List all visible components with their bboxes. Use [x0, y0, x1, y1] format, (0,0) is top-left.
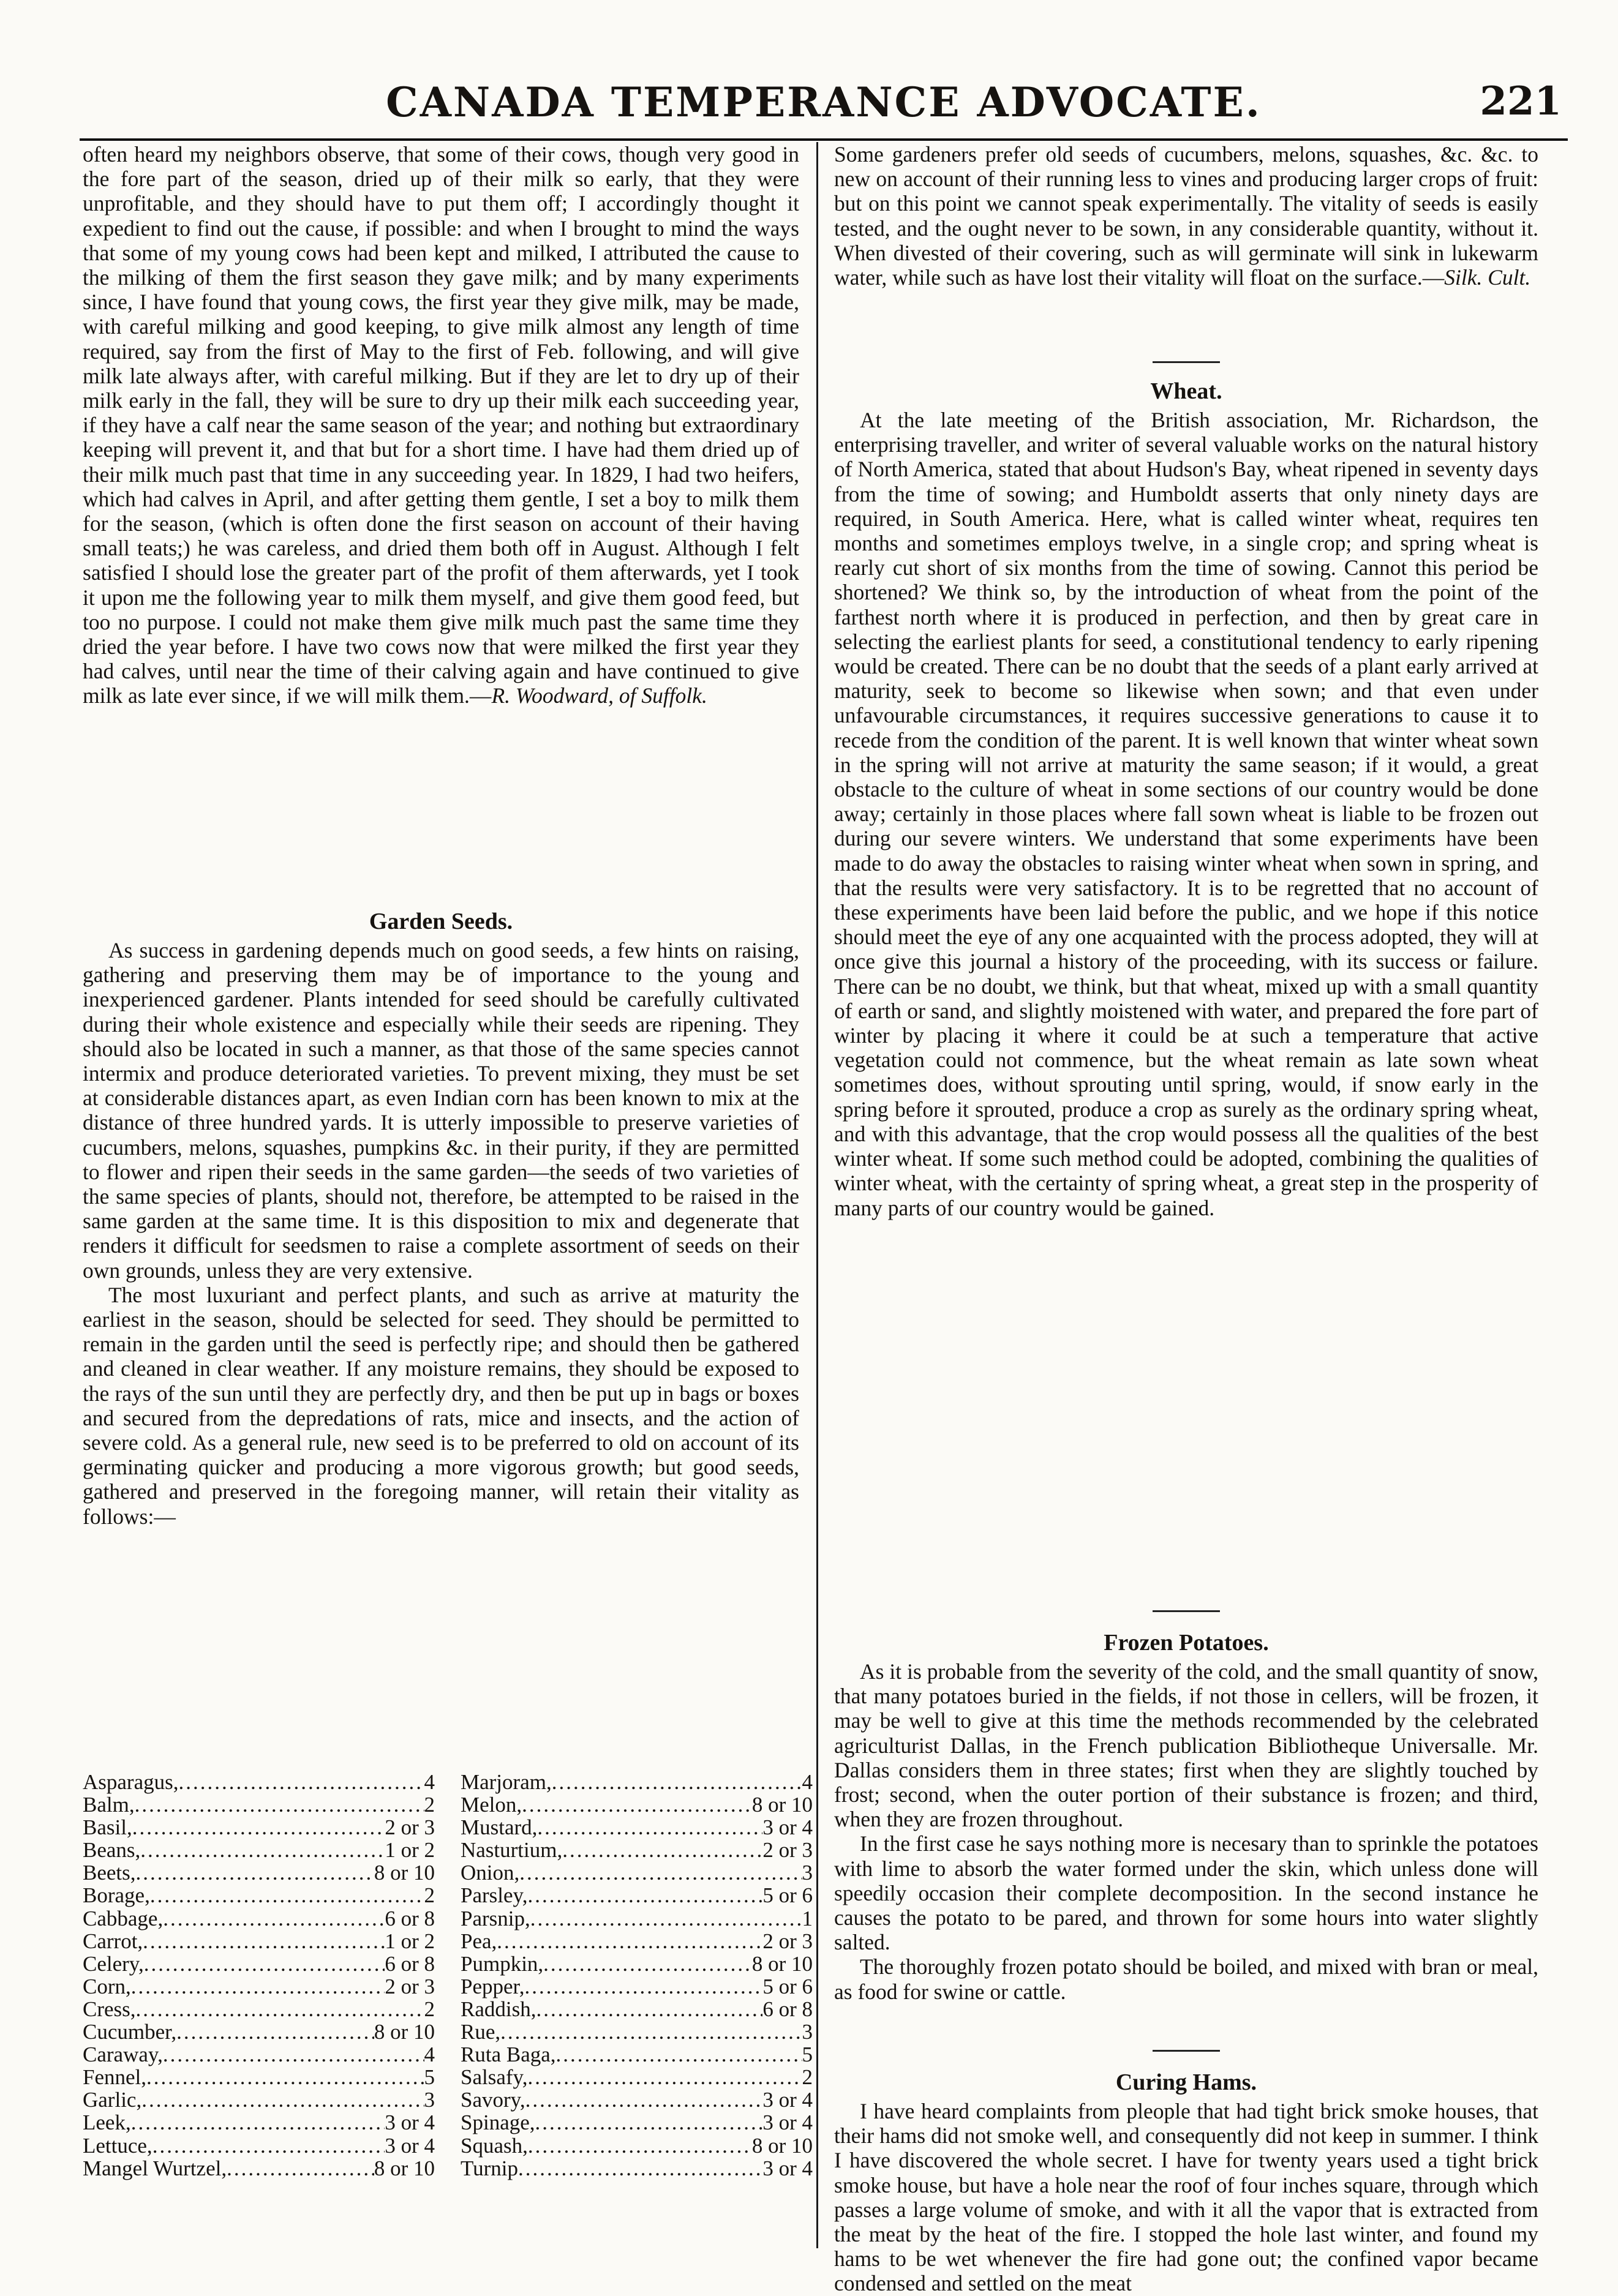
seed-years: 3 or 4 — [762, 2088, 813, 2112]
seed-row — [83, 1884, 435, 1907]
seed-name: Melon, — [461, 1793, 522, 1817]
seed-name: Raddish, — [461, 1997, 536, 2021]
leader-dots — [536, 1998, 762, 2020]
seed-years: 2 — [424, 1997, 435, 2021]
seed-row — [461, 2134, 813, 2157]
seed-name: Pea, — [461, 1929, 497, 1953]
seed-name: Basil, — [83, 1815, 132, 1840]
seed-row — [83, 2111, 435, 2134]
left-column — [83, 142, 813, 2248]
seed-row — [83, 1975, 435, 1998]
section-rule — [1153, 2050, 1220, 2052]
seed-years: 3 or 4 — [762, 1815, 813, 1840]
seed-name: Cress, — [83, 1997, 136, 2021]
seed-row — [461, 1907, 813, 1930]
seed-row — [461, 1771, 813, 1793]
seed-years: 2 or 3 — [385, 1815, 435, 1840]
seed-years: 2 or 3 — [762, 1838, 813, 1863]
seed-years: 4 — [424, 1770, 435, 1794]
leader-dots — [179, 1771, 424, 1793]
leader-dots — [132, 1816, 385, 1839]
leader-dots — [227, 2157, 374, 2180]
frozen-potatoes-title: Frozen Potatoes. — [1104, 1630, 1269, 1656]
leader-dots — [131, 2111, 385, 2134]
seed-years: 6 or 8 — [762, 1997, 813, 2021]
leader-dots — [140, 1839, 385, 1861]
leader-dots — [141, 2088, 424, 2111]
leader-dots — [163, 2043, 424, 2066]
seed-name: Asparagus, — [83, 1770, 179, 1794]
seed-name: Salsafy, — [461, 2065, 528, 2090]
frozen-potatoes-paragraph-3: The thoroughly frozen potato should be boiled, and mixed with bran or meal, as food for swine or cattle. — [834, 1954, 1538, 2004]
leader-dots — [530, 1907, 802, 1930]
seed-row — [83, 2020, 435, 2043]
leader-dots — [525, 1975, 763, 1998]
seed-row — [83, 2066, 435, 2088]
seed-years: 3 or 4 — [385, 2110, 435, 2135]
seed-row — [83, 1998, 435, 2020]
seed-row — [83, 2088, 435, 2111]
seed-row — [461, 2157, 813, 2180]
seed-name: Carrot, — [83, 1929, 143, 1953]
header-rule — [80, 138, 1568, 141]
seed-row — [83, 1953, 435, 1975]
seed-row — [461, 2066, 813, 2088]
seed-years: 4 — [424, 2043, 435, 2067]
seed-name: Marjoram, — [461, 1770, 552, 1794]
seed-row — [83, 1816, 435, 1839]
seed-name: Parsnip, — [461, 1906, 530, 1930]
seed-name: Onion, — [461, 1861, 520, 1885]
leader-dots — [136, 1998, 424, 2020]
seed-row — [461, 1953, 813, 1975]
page-header — [80, 24, 1568, 141]
seed-years: 3 — [802, 2020, 813, 2044]
seed-name: Pumpkin, — [461, 1951, 544, 1976]
seed-years: 2 — [424, 1883, 435, 1908]
seed-name: Spinage, — [461, 2110, 535, 2135]
seed-name: Turnip — [461, 2156, 519, 2180]
seed-vitality-table — [83, 1770, 813, 2180]
seed-years: 1 or 2 — [385, 1929, 435, 1953]
leader-dots — [163, 1907, 385, 1930]
leader-dots — [136, 1861, 374, 1884]
seed-row — [83, 1771, 435, 1793]
seed-years: 3 or 4 — [762, 2156, 813, 2180]
seed-years: 3 or 4 — [385, 2133, 435, 2158]
seed-row — [83, 1907, 435, 1930]
seed-row — [83, 1861, 435, 1884]
frozen-potatoes-paragraph-1: As it is probable from the severity of the cold, and the small quantity of snow, that many potatoes buried in the fields, if not those in cellers, will be frozen, it may be well to give at this time the methods recommended by the celebrated agriculturist Dallas, in the French publication Bibliotheque Universalle. Mr. Dallas considers them in three states; first when they are slightly touched by frost; second, when the outer portion of their substance is frozen; and third, when they are frozen throughout. — [834, 1659, 1538, 1832]
seed-name: Beans, — [83, 1838, 141, 1863]
leader-dots — [152, 2134, 385, 2157]
seed-name: Cabbage, — [83, 1906, 164, 1930]
leader-dots — [543, 1953, 752, 1975]
seed-row — [461, 1998, 813, 2020]
leader-dots — [537, 1816, 762, 1839]
column-divider — [816, 142, 818, 2248]
seed-years: 8 or 10 — [374, 1861, 435, 1885]
seed-name: Parsley, — [461, 1883, 528, 1908]
leader-dots — [528, 2134, 752, 2157]
seed-row — [461, 1861, 813, 1884]
seed-row — [461, 2020, 813, 2043]
seed-years: 2 or 3 — [385, 1974, 435, 1998]
seed-name: Nasturtium, — [461, 1838, 563, 1863]
seed-name: Cucumber, — [83, 2020, 177, 2044]
seed-years: 2 — [424, 1793, 435, 1817]
curing-hams-paragraph: I have heard complaints from pleople that had tight brick smoke houses, that their hams did not smoke well, and consequently did not keep in summer. I think I have discovered the whole secret. I have for twenty years used a tight brick smoke house, but have a hole near the roof of four inches square, through which passes a large volume of smoke, and with it all the vapor that is extracted from the meat by the heat of the fire. I stopped the hole last winter, and found my hams to be wet whenever the fire had gone out; the confined vapor became condensed and settled on the meat — [834, 2099, 1538, 2296]
seed-years: 5 or 6 — [762, 1974, 813, 1998]
leader-dots — [135, 1793, 424, 1816]
leader-dots — [528, 1884, 763, 1907]
seed-row — [83, 2043, 435, 2066]
leader-dots — [497, 1930, 762, 1953]
leader-dots — [528, 2066, 802, 2088]
seed-name: Rue, — [461, 2020, 501, 2044]
seed-name: Beets, — [83, 1861, 136, 1885]
leader-dots — [522, 1793, 752, 1816]
seed-row — [461, 1793, 813, 1816]
leader-dots — [552, 1771, 802, 1793]
seeds-continued-signature: Silk. Cult. — [1444, 265, 1531, 290]
seed-years: 6 or 8 — [385, 1906, 435, 1930]
section-rule — [1153, 361, 1220, 363]
seed-name: Mangel Wurtzel, — [83, 2156, 227, 2180]
leader-dots — [143, 1930, 385, 1953]
garden-seeds-paragraph-2: The most luxuriant and perfect plants, and such as arrive at maturity the earliest in the season, should be selected for seed. They should be permitted to remain in the garden until the seed is perfectly ripe; and should then be gathered and cleaned in clear weather. If any moisture remains, they should be exposed to the rays of the sun until they are perfectly dry, and then be put up in bags or boxes and secured from the depredations of rats, mice and insects, and the action of severe cold. As a general rule, new seed is to be preferred to old on account of its germinating quicker and producing a more vigorous growth; but good seeds, gathered and preserved in the foregoing manner, will retain their vitality as follows:— — [83, 1282, 799, 1529]
leader-dots — [518, 2157, 762, 2180]
seed-name: Caraway, — [83, 2043, 163, 2067]
seed-row — [83, 1930, 435, 1953]
seed-years: 2 — [802, 2065, 813, 2090]
leader-dots — [525, 2088, 763, 2111]
seed-years: 6 or 8 — [385, 1951, 435, 1976]
seed-row — [461, 2088, 813, 2111]
seed-name: Squash, — [461, 2133, 528, 2158]
leader-dots — [176, 2020, 374, 2043]
leader-dots — [556, 2043, 802, 2066]
seed-years: 8 or 10 — [751, 1951, 813, 1976]
section-rule — [1153, 1610, 1220, 1612]
seed-name: Lettuce, — [83, 2133, 152, 2158]
seed-row — [83, 2134, 435, 2157]
seed-years: 1 or 2 — [385, 1838, 435, 1863]
seed-name: Balm, — [83, 1793, 135, 1817]
seed-row — [461, 2111, 813, 2134]
seed-years: 8 or 10 — [374, 2020, 435, 2044]
seed-years: 8 or 10 — [374, 2156, 435, 2180]
seed-years: 8 or 10 — [751, 1793, 813, 1817]
leader-dots — [562, 1839, 762, 1861]
leader-dots — [146, 2066, 424, 2088]
seed-years: 2 or 3 — [762, 1929, 813, 1953]
seed-years: 5 or 6 — [762, 1883, 813, 1908]
seed-row — [461, 1839, 813, 1861]
leader-dots — [500, 2020, 802, 2043]
wheat-paragraph: At the late meeting of the British association, Mr. Richardson, the enterprising traveller, and writer of several valuable works on the natural history of North America, stated that about Hudson's Bay, wheat ripened in seventy days from the time of sowing; and Humboldt asserts that only ninety days are required, in South America. Here, what is called winter wheat, requires ten months and sometimes employs twelve, in a single crop; and spring wheat is rearly cut short of six months from the time of sowing. Cannot this period be shortened? We think so, by the introduction of wheat from the point of the farthest north where it is produced in perfection, and then by great care in selecting the earliest plants for seed, a constitutional tendency to early ripening would be created. There can be no doubt that the seeds of a plant early arrived at maturity, seek to become so likewise when sown; and that even under unfavourable circumstances, it requires successive generations to cause it to recede from the condition of the parent. It is well known that winter wheat sown in the spring will not arrive at maturity the same season; if it would, a great obstacle to the culture of wheat in some sections of our country would be done away; certainly in those places where fall sown wheat is liable to be frozen out during our severe winters. We understand that some experiments have been made to do away the obstacles to raising winter wheat when sown in spring, and that the results were very satisfactory. It is to be regretted that no account of these experiments have been laid before the public, and we hope if this notice should meet the eye of any one acquainted with the process adopted, they will at once give this journal a history of the proceeding, with its success or failure. There can be no doubt, we think, but that wheat, mixed up with a small quantity of earth or sand, and slightly moistened with water, and prepared the fore part of winter by placing it where it could be at such a temperature that active vegetation could not commence, but the wheat remain as late sown wheat sometimes does, without sprouting until spring, would, if snow early in the spring before it sprouted, produce a crop as surely as the ordinary spring wheat, and with this advantage, that the crop would possess all the qualities of the best winter wheat. If some such method could be adopted, combining the qualities of winter wheat, with the certainty of spring wheat, a great step in the prosperity of many parts of our country would be gained. — [834, 408, 1538, 1220]
seed-years: 3 or 4 — [762, 2110, 813, 2135]
garden-seeds-paragraph-1: As success in gardening depends much on good seeds, a few hints on raising, gathering and preserving them may be of importance to the young and inexperienced gardener. Plants intended for seed should be carefully cultivated during their whole existence and especially while their seeds are ripening. They should also be located in such a manner, as that those of the same species cannot intermix and produce deteriorated varieties. To prevent mixing, they must be set at considerable distances apart, as even Indian corn has been known to mix at the distance of three hundred yards. It is utterly impossible to preserve varieties of cucumbers, melons, squashes, pumpkins &c. in their purity, if they are permitted to flower and ripen their seeds in the same garden—the seeds of two varieties of the same species of plants, should not, therefore, be attempted to be raised in the same garden at the same time. It is this disposition to mix and degenerate that renders it difficult for seedsmen to raise a complete assortment of seeds on their own grounds, unless they are very extensive. — [83, 938, 799, 1283]
seed-years: 1 — [802, 1906, 813, 1930]
right-column — [834, 142, 1538, 2296]
seed-name: Celery, — [83, 1951, 144, 1976]
seed-years: 5 — [424, 2065, 435, 2090]
cows-article-text: often heard my neighbors observe, that some of their cows, though very good in the fore part of the season, dried up of their milk so early, that they were unprofitable, and they should have to put them off; I accordingly thought it expedient to find out the cause, if possible: and when I brought to mind the ways that some of my young cows had been kept and milked, I attributed the cause to the milking of them the first season they gave milk; and by many experiments since, I have found that young cows, the first year they give milk, may be made, with careful milking and good keeping, to give milk almost any length of time required, say from the first of May to the first of Feb. following, and will give milk late always after, with careful milking. But if they are let to dry up of their milk early in the fall, they will be sure to dry up their milk each succeeding year, if they have a calf near the same season of the year; and nothing but extraordinary keeping will prevent it, and that but for a short time. I have had them dried up of their milk much past that time in any succeeding year. In 1829, I had two heifers, which had calves in April, and after getting them gentle, I set a boy to milk them for the season, (which is often done the first season on account of their having small teats;) he was careless, and dried them both off in August. Although I felt satisfied I should lose the greater part of the profit of them afterwards, yet I took it upon me the following year to milk them myself, and give them good feed, but too no purpose. I could not make them give milk much past the same time they dried the year before. I have two cows now that were milked the first year they had calves, until near the time of their calving again and have continued to give milk as late ever since, if we will milk them.—R. Woodward, of Suffolk. — [83, 142, 799, 708]
frozen-potatoes-paragraph-2: In the first case he says nothing more is necesary than to sprinkle the potatoes with lime to absorb the water formed under the skin, which unless done will speedily occasion their complete decomposition. In the second instance he causes the potato to be pared, and thrown for some hours into water slightly salted. — [834, 1831, 1538, 1955]
seed-row — [461, 1816, 813, 1839]
wheat-title: Wheat. — [1150, 378, 1222, 404]
seed-years: 8 or 10 — [751, 2133, 813, 2158]
seed-name: Ruta Baga, — [461, 2043, 556, 2067]
leader-dots — [535, 2111, 763, 2134]
seed-name: Fennel, — [83, 2065, 147, 2090]
seed-row — [461, 2043, 813, 2066]
leader-dots — [144, 1953, 385, 1975]
seed-name: Savory, — [461, 2088, 525, 2112]
seed-row — [83, 2157, 435, 2180]
seed-table-left-column — [83, 1771, 435, 2180]
curing-hams-title: Curing Hams. — [1115, 2069, 1257, 2095]
seed-name: Pepper, — [461, 1974, 525, 1998]
seeds-continued-text: Some gardeners prefer old seeds of cucumbers, melons, squashes, &c. &c. to new on account of their running less to vines and producing larger crops of fruit: but on this point we cannot speak experimentally. The vitality of seeds is easily tested, and the ought never to be sown, in any considerable quantity, without it. When divested of their covering, such as will germinate will sink in lukewarm water, while such as have lost their vitality will float on the surface.—Silk. Cult. — [834, 142, 1538, 290]
seed-row — [83, 1839, 435, 1861]
leader-dots — [150, 1884, 424, 1907]
garden-seeds-title: Garden Seeds. — [369, 909, 513, 934]
newspaper-title: CANADA TEMPERANCE ADVOCATE. — [386, 78, 1262, 126]
cows-article-signature: R. Woodward, of Suffolk. — [491, 683, 707, 708]
leader-dots — [519, 1861, 802, 1884]
seed-years: 4 — [802, 1770, 813, 1794]
seed-name: Corn, — [83, 1974, 131, 1998]
seed-years: 5 — [802, 2043, 813, 2067]
seed-name: Leek, — [83, 2110, 131, 2135]
seed-years: 3 — [802, 1861, 813, 1885]
seed-name: Mustard, — [461, 1815, 538, 1840]
seed-row — [461, 1975, 813, 1998]
seed-name: Garlic, — [83, 2088, 142, 2112]
leader-dots — [131, 1975, 385, 1998]
seed-row — [83, 1793, 435, 1816]
seed-row — [461, 1884, 813, 1907]
seed-years: 3 — [424, 2088, 435, 2112]
seed-table-right-column — [461, 1771, 813, 2180]
seed-name: Borage, — [83, 1883, 150, 1908]
page-number: 221 — [1480, 78, 1562, 124]
seed-row — [461, 1930, 813, 1953]
